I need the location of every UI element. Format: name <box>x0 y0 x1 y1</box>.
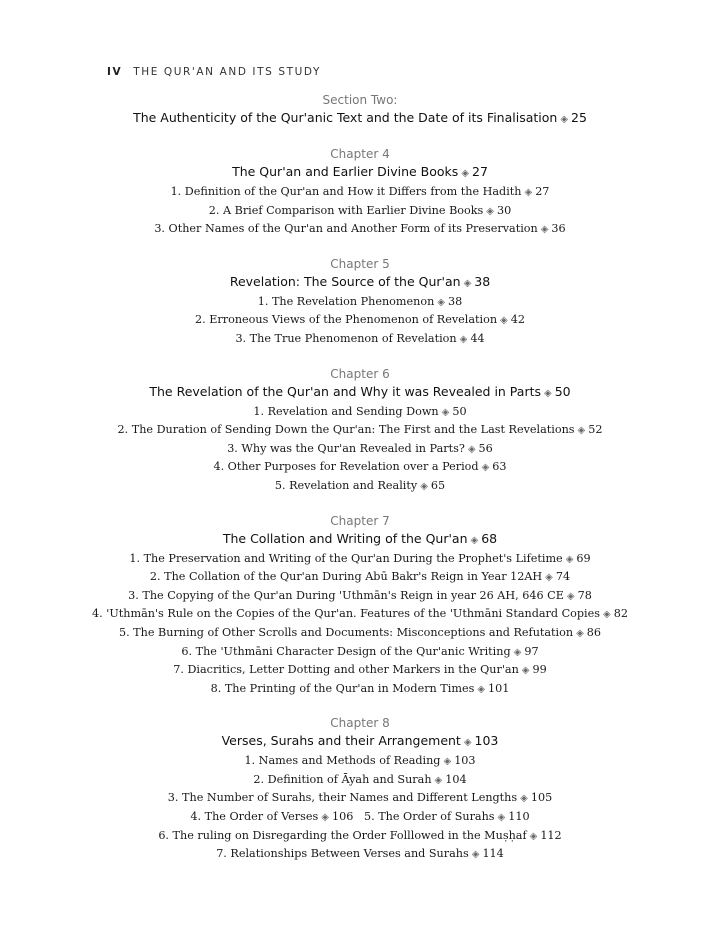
toc-entry <box>0 403 720 422</box>
section-title <box>0 383 720 403</box>
toc-entry <box>0 808 720 827</box>
separator-icon: ◈ <box>467 443 476 455</box>
separator-icon: ◈ <box>513 646 522 658</box>
toc-entry-text: 4. 'Uthmān's Rule on the Copies of the Qur'an. Features of the 'Uthmāni Standard Copies <box>92 607 601 621</box>
toc-entry-text: 1. The Revelation Phenomenon <box>257 294 435 308</box>
toc-entry <box>0 458 720 477</box>
separator-icon: ◈ <box>565 553 574 565</box>
separator-icon: ◈ <box>434 774 443 786</box>
toc-entry-text: 8. The Printing of the Qur'an in Modern Times <box>210 681 475 695</box>
separator-icon: ◈ <box>544 387 552 399</box>
toc-entry-page: 104 <box>445 772 467 786</box>
toc-entry-text: 4. The Order of Verses <box>190 810 319 824</box>
toc-entry <box>0 220 720 239</box>
toc-entry-page: 63 <box>492 460 507 474</box>
section-label: Chapter 5 <box>330 256 390 271</box>
toc-section <box>0 256 720 349</box>
toc-entry-text: 6. The 'Uthmāni Character Design of the Qur'anic Writing <box>181 644 511 658</box>
toc-entry-page: 38 <box>448 294 463 308</box>
separator-icon: ◈ <box>437 296 445 308</box>
toc-entry-page: 36 <box>551 222 566 236</box>
toc-entry <box>0 183 720 202</box>
toc-entry-page: 114 <box>482 847 504 861</box>
section-label: Chapter 8 <box>330 716 390 731</box>
separator-icon: ◈ <box>500 315 508 327</box>
separator-icon: ◈ <box>477 683 486 695</box>
toc-entry-page: 50 <box>452 404 467 418</box>
separator-icon: ◈ <box>463 277 472 289</box>
toc-entry <box>0 568 720 587</box>
toc-entry <box>0 550 720 569</box>
toc-entry <box>0 311 720 330</box>
toc-entry-page: 101 <box>488 681 510 695</box>
separator-icon: ◈ <box>540 224 549 236</box>
toc-entry <box>0 661 720 680</box>
toc-entry-text: 7. Relationships Between Verses and Surahs <box>216 847 469 861</box>
toc-entry <box>0 477 720 496</box>
section-title <box>0 109 720 129</box>
toc-entry-page: 27 <box>535 185 550 198</box>
toc-entry-text: 1. The Preservation and Writing of the Qur'an During the Prophet's Lifetime <box>129 551 563 565</box>
separator-icon: ◈ <box>566 590 575 602</box>
toc-entry-page: 82 <box>613 607 628 621</box>
separator-icon: ◈ <box>461 168 470 179</box>
separator-icon: ◈ <box>463 737 472 749</box>
toc-entry-page: 112 <box>540 828 562 842</box>
toc-entry-text: 3. The Number of Surahs, their Names and Different Lengths <box>167 791 518 805</box>
toc-entry <box>0 680 720 699</box>
toc-entry <box>0 605 720 624</box>
toc-entry-text: 6. The ruling on Disregarding the Order Folllowed in the Muṣḥaf <box>158 828 527 842</box>
separator-icon: ◈ <box>603 609 611 621</box>
toc-entry-page: 44 <box>470 331 485 345</box>
toc-entry <box>0 643 720 662</box>
toc-section <box>0 715 720 864</box>
section-title-text: The Revelation of the Qur'an and Why it was Revealed in Parts <box>149 383 542 399</box>
separator-icon: ◈ <box>470 534 479 546</box>
toc-entry-page: 105 <box>530 791 553 805</box>
toc-entry <box>0 771 720 790</box>
section-label: Chapter 4 <box>330 147 390 161</box>
toc-entry-text: 5. Revelation and Reality <box>274 478 418 492</box>
toc-entry-text: 4. Other Purposes for Revelation over a Period <box>213 460 479 474</box>
section-page-number: 25 <box>571 110 587 125</box>
toc-entry-text: 3. The True Phenomenon of Revelation <box>235 331 457 345</box>
toc-entry-text: 5. The Burning of Other Scrolls and Documents: Misconceptions and Refutation <box>118 625 574 639</box>
toc-entry-text: 1. Names and Methods of Reading <box>244 754 441 768</box>
section-title <box>0 530 720 550</box>
toc-entry <box>0 752 720 771</box>
toc-entry-text: 2. Erroneous Views of the Phenomenon of Revelation <box>194 313 498 327</box>
section-title <box>0 732 720 752</box>
toc-entry-text: 7. Diacritics, Letter Dotting and other Markers in the Qur'an <box>173 663 519 677</box>
toc-section <box>0 513 720 699</box>
toc-section <box>0 146 720 239</box>
toc-entry-page: 110 <box>508 810 530 824</box>
section-page-number: 27 <box>472 164 488 179</box>
separator-icon: ◈ <box>521 665 530 677</box>
toc-entry <box>0 440 720 459</box>
toc-entry-page: 103 <box>454 754 476 768</box>
toc-entry-page: 74 <box>555 570 571 584</box>
separator-icon: ◈ <box>441 406 450 418</box>
section-title-text: Revelation: The Source of the Qur'an <box>229 273 461 289</box>
toc-section <box>0 366 720 496</box>
toc-entry-text: 3. The Copying of the Qur'an During 'Uthmān's Reign in year 26 AH, 646 CE <box>128 588 564 602</box>
separator-icon: ◈ <box>576 627 584 639</box>
section-label: Section Two: <box>322 93 398 107</box>
separator-icon: ◈ <box>529 830 538 842</box>
separator-icon: ◈ <box>560 114 569 125</box>
section-title <box>0 273 720 293</box>
section-title <box>0 163 720 183</box>
toc-entry <box>0 293 720 312</box>
section-title-text: The Authenticity of the Qur'anic Text and the Date of its Finalisation <box>133 110 558 125</box>
toc-entry <box>0 421 720 440</box>
section-label: Chapter 6 <box>330 366 390 381</box>
separator-icon: ◈ <box>481 462 490 474</box>
section-label: Chapter 7 <box>330 513 390 528</box>
toc-entry-text: 1. Revelation and Sending Down <box>253 404 439 418</box>
toc-entry-page: 86 <box>586 625 602 639</box>
toc-entry <box>0 789 720 808</box>
separator-icon: ◈ <box>420 480 428 492</box>
toc-entry <box>0 624 720 643</box>
separator-icon: ◈ <box>497 812 506 824</box>
toc-entry <box>0 330 720 349</box>
section-page-number: 38 <box>474 273 491 289</box>
separator-icon: ◈ <box>545 572 553 584</box>
toc-entry-page: 99 <box>532 663 547 677</box>
toc-section <box>0 92 720 129</box>
toc-entry-page: 65 <box>430 478 446 492</box>
toc-entry <box>0 202 720 221</box>
separator-icon: ◈ <box>459 333 468 345</box>
toc-entry-page: 52 <box>588 423 603 437</box>
toc-entry-text: 1. Definition of the Qur'an and How it Differs from the Hadith <box>170 185 522 198</box>
section-page-number: 103 <box>474 733 499 749</box>
toc-entry-text: 2. The Duration of Sending Down the Qur'an: The First and the Last Revelations <box>117 423 575 437</box>
separator-icon: ◈ <box>577 425 586 437</box>
section-page-number: 68 <box>481 530 498 546</box>
section-title-text: Verses, Surahs and their Arrangement <box>221 733 461 749</box>
separator-icon: ◈ <box>321 812 329 824</box>
toc-entry-text: 3. Other Names of the Qur'an and Another Form of its Preservation <box>154 222 538 236</box>
toc-entry-page: 106 <box>331 810 354 824</box>
toc-entry-page: 78 <box>577 588 592 602</box>
toc-entry-page: 56 <box>478 441 493 455</box>
separator-icon: ◈ <box>443 756 452 768</box>
page-number: IV <box>107 66 123 78</box>
section-title-text: The Qur'an and Earlier Divine Books <box>232 164 459 179</box>
toc-entry <box>0 845 720 864</box>
book-title: THE QUR'AN AND ITS STUDY <box>133 66 322 78</box>
toc-entry <box>0 587 720 606</box>
toc-entry-page: 97 <box>524 644 539 658</box>
toc-entry-page: 30 <box>497 203 512 217</box>
separator-icon: ◈ <box>520 793 528 805</box>
table-of-contents <box>0 92 720 881</box>
separator-icon: ◈ <box>524 187 533 198</box>
toc-entry-text: 2. A Brief Comparison with Earlier Divine Books <box>208 203 484 217</box>
toc-entry-page: 42 <box>510 313 525 327</box>
toc-entry-text: 2. The Collation of the Qur'an During Abū Bakr's Reign in Year 12AH <box>149 570 543 584</box>
toc-entry-text: 2. Definition of Āyah and Surah <box>253 772 432 786</box>
separator-icon: ◈ <box>471 849 480 861</box>
toc-entry-text: 3. Why was the Qur'an Revealed in Parts? <box>227 441 465 455</box>
section-title-text: The Collation and Writing of the Qur'an <box>222 530 468 546</box>
section-page-number: 50 <box>554 383 571 399</box>
separator-icon: ◈ <box>486 205 494 217</box>
toc-entry-page: 69 <box>576 551 591 565</box>
toc-entry-text: 5. The Order of Surahs <box>363 810 495 824</box>
toc-entry <box>0 827 720 846</box>
running-head <box>107 66 321 78</box>
